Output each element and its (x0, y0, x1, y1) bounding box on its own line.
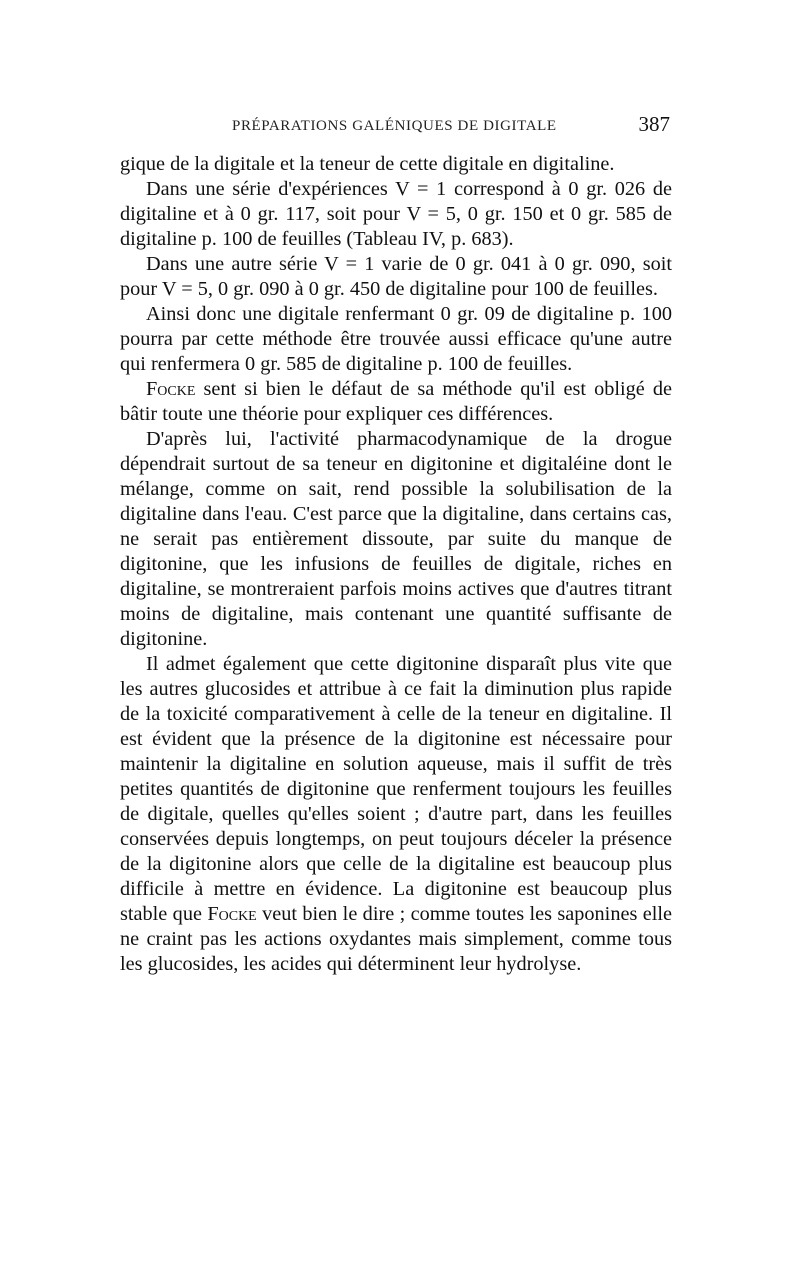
body-text (120, 152, 672, 977)
page-header (120, 112, 680, 142)
paragraph-conclusion: Ainsi donc une digitale renfermant 0 gr. 09 de digitaline p. 100 pourra par cette méthode être trouvée aussi efficace qu'une autre qui renfermera 0 gr. 585 de digitaline p. 100 de feuilles. (120, 303, 672, 375)
paragraph-second-series: Dans une autre série V = 1 varie de 0 gr. 041 à 0 gr. 090, soit pour V = 5, 0 gr. 090 à 0 gr. 450 de digitaline pour 100 de feuilles. (120, 253, 672, 300)
paragraph-continuation: gique de la digitale et la teneur de cette digitale en digitaline. (120, 153, 615, 175)
paragraph-text: veut bien le dire ; comme toutes les saponines elle ne craint pas les actions oxydantes mais simplement, comme tous les glucosides, les acides qui déterminent leur hydrolyse. (120, 903, 672, 975)
paragraph-first-series: Dans une série d'expériences V = 1 correspond à 0 gr. 026 de digitaline et à 0 gr. 117, soit pour V = 5, 0 gr. 150 et 0 gr. 585 de digitaline p. 100 de feuilles (Tableau IV, p. 683). (120, 178, 672, 250)
paragraph-text: Il admet également que cette digitonine disparaît plus vite que les autres glucosides et attribue à ce fait la diminution plus rapide de la toxicité comparativement à celle de la teneur en digitaline. Il est évident que la présence de la digitonine est nécessaire pour maintenir la digitaline en solution aqueuse, mais il suffit de très petites quantités de digitonine que renferment toujours les feuilles de digitale, quelles qu'elles soient ; d'autre part, dans les feuilles conservées depuis longtemps, on peut toujours déceler la présence de la digitonine alors que celle de la digitaline est beaucoup plus difficile à mettre en évidence. La digitonine est beaucoup plus stable que (120, 653, 672, 925)
page-number: 387 (638, 112, 670, 136)
paragraph-theory: D'après lui, l'activité pharmacodynamique de la drogue dépendrait surtout de sa teneur en digitonine et digitaléine dont le mélange, comme on sait, rend possible la solubilisation de la digitaline dans l'eau. C'est parce que la digitaline, dans certains cas, ne serait pas entièrement dissoute, par suite du manque de digitonine, que les infusions de feuilles de digitale, riches en digitaline, se montreraient parfois moins actives que d'autres titrant moins de digitaline, mais contenant une quantité suffisante de digitonine. (120, 428, 672, 650)
running-title: PRÉPARATIONS GALÉNIQUES DE DIGITALE (232, 118, 557, 134)
author-name: Focke (207, 903, 257, 925)
author-name: Focke (146, 378, 196, 400)
paragraph-focke-defect (120, 377, 672, 427)
paragraph-digitonine (120, 652, 672, 977)
paragraph-text: sent si bien le défaut de sa méthode qu'il est obligé de bâtir toute une théorie pour expliquer ces différences. (120, 378, 672, 425)
